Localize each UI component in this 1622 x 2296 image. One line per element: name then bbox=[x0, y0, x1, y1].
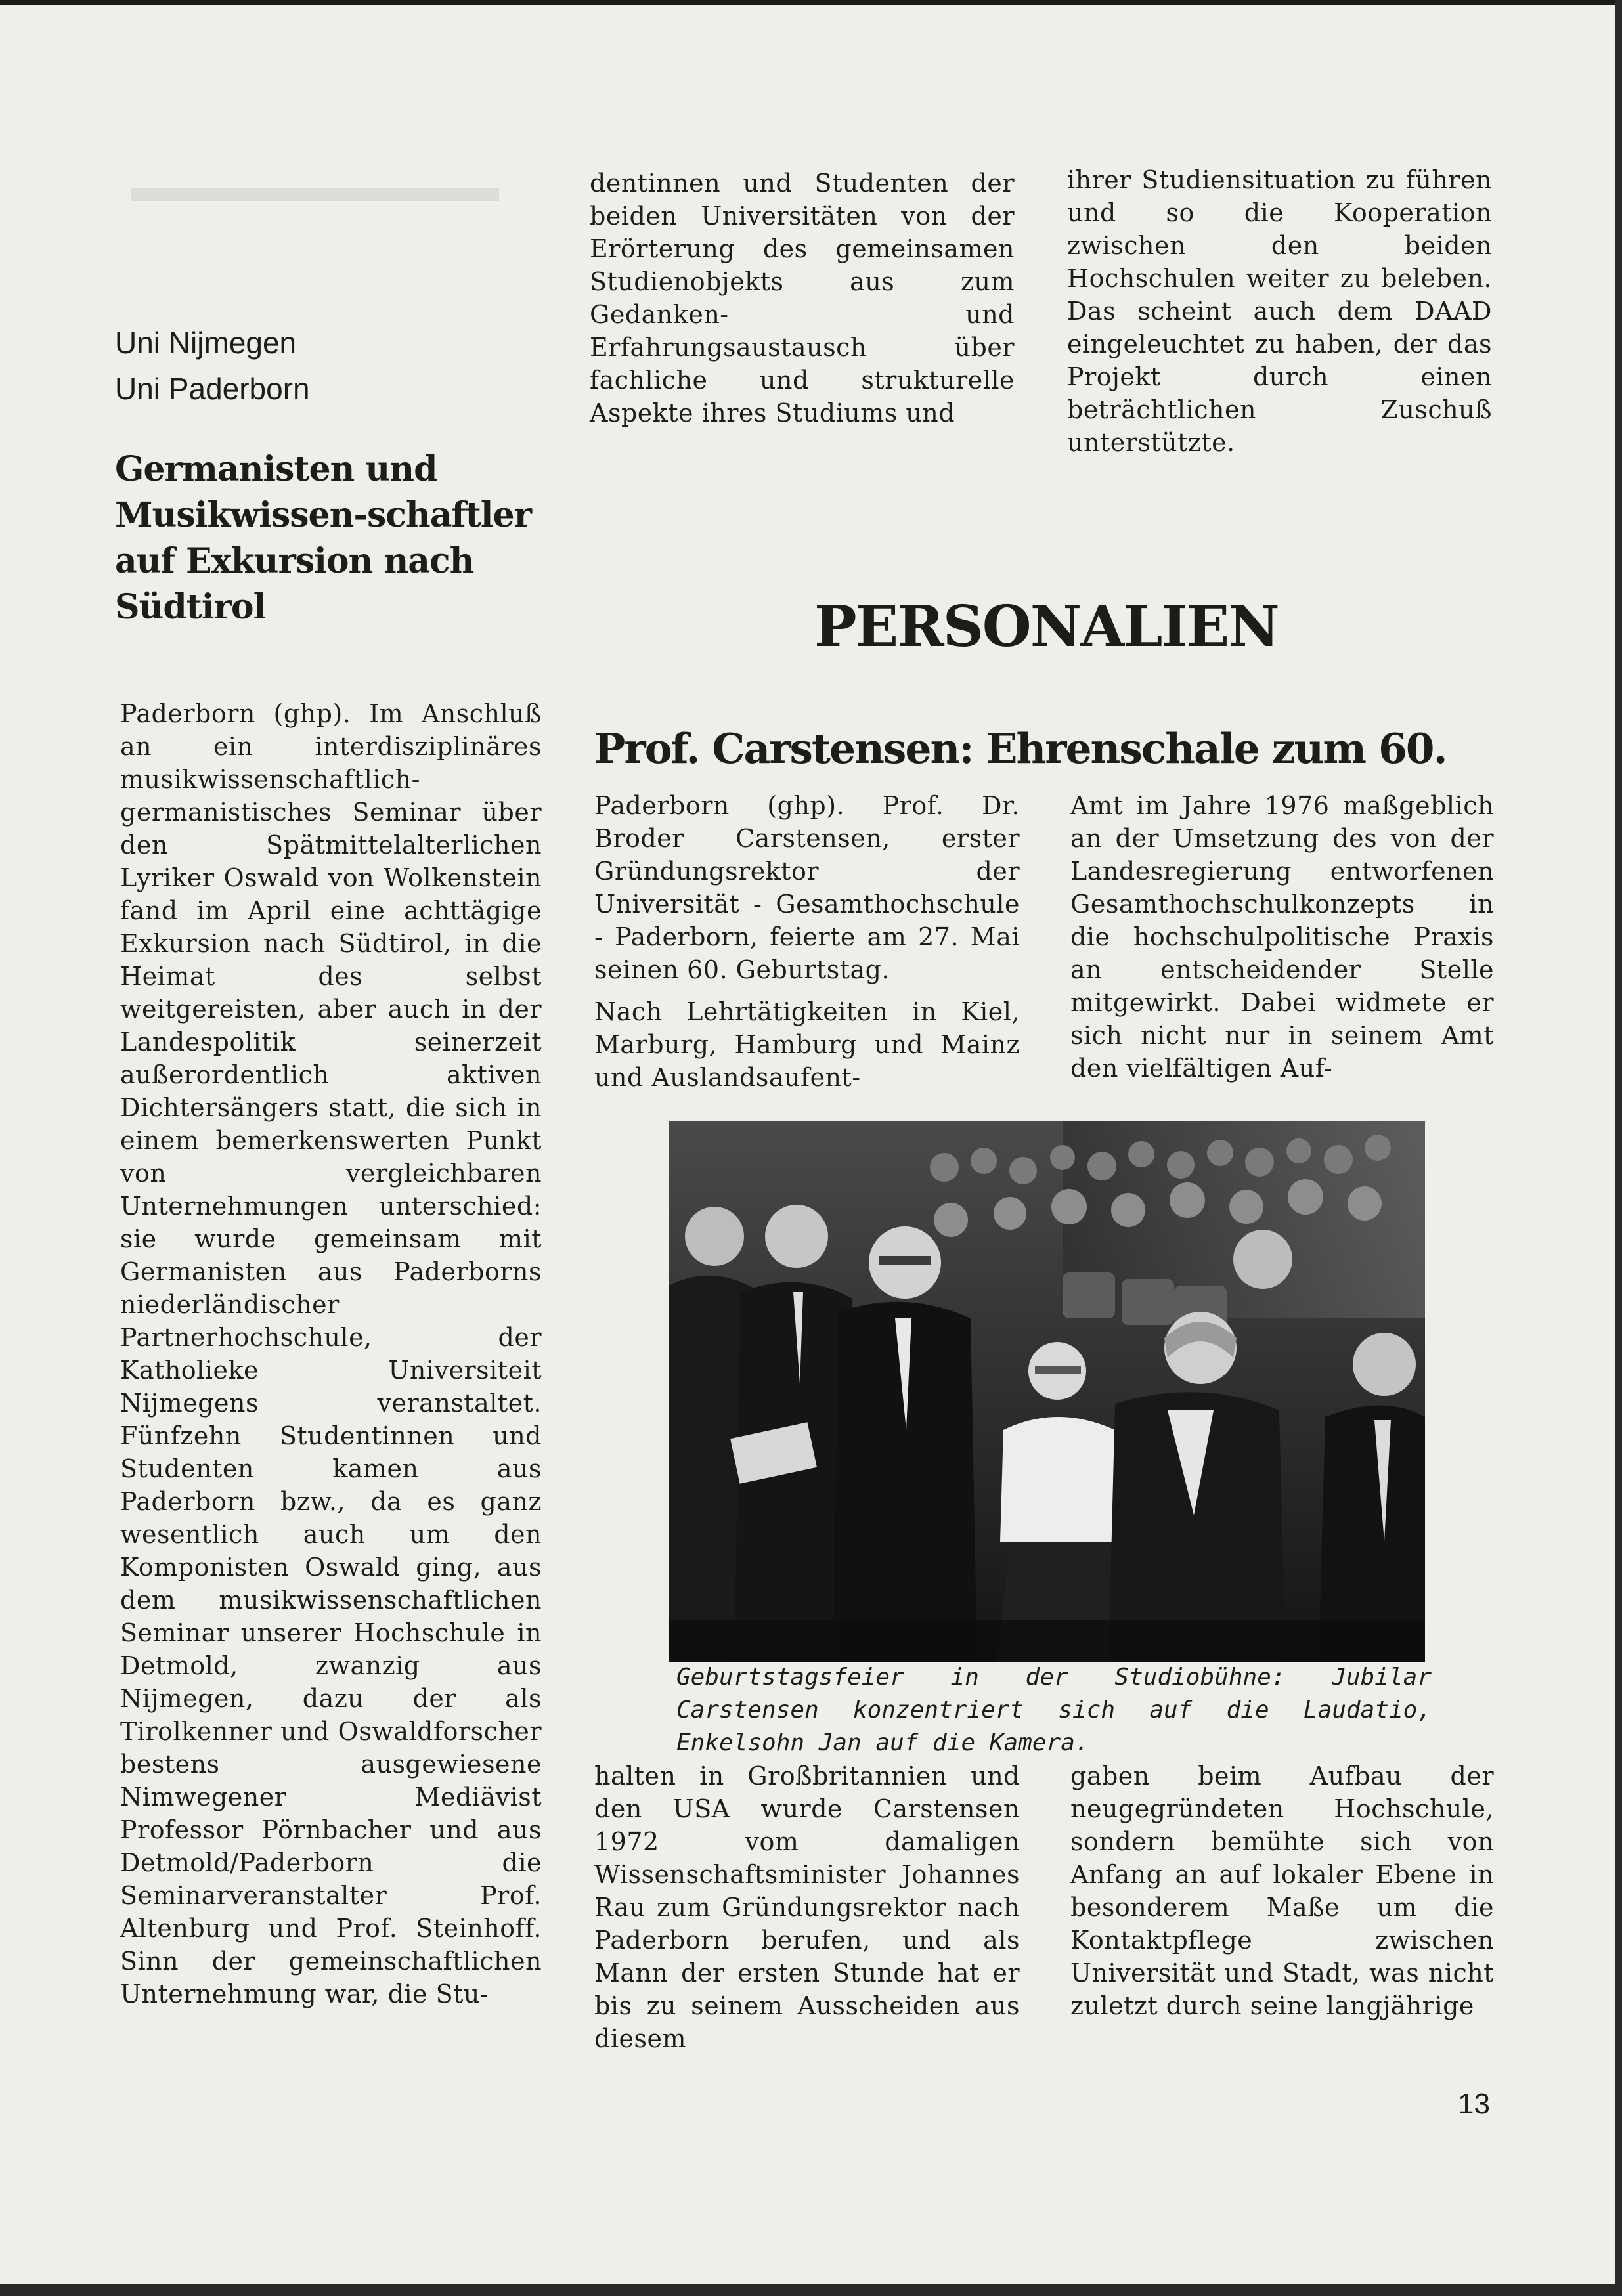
section-title: PERSONALIEN bbox=[814, 594, 1279, 660]
photo-caption: Geburtstagsfeier in der Studiobühne: Jubilar Carstensen konzentriert sich auf die Laudatio, Enkelsohn Jan auf die Kamera. bbox=[676, 1664, 1432, 1756]
article2-col2-text: Amt im Jahre 1976 maßgeblich an der Umsetzung des von der Landesregierung entworfenen Gesamthochschulkonzepts in die hochschulpolitische Praxis an entscheidender Stelle mitgewirkt. Dabei widmete er sich nicht nur in seinem Amt den vielfältigen Auf- bbox=[1070, 791, 1494, 1083]
article2-column-2 bbox=[1070, 789, 1494, 1085]
article2-column-1-continued bbox=[594, 1760, 1020, 2055]
article2-col2-cont: gaben beim Aufbau der neugegründeten Hochschule, sondern bemühte sich von Anfang an auf lokaler Ebene in besonderem Maße um die Kontaktpflege zwischen Universität und Stadt, was nicht zuletzt durch seine langjährige bbox=[1070, 1762, 1494, 2020]
article1-column-2 bbox=[590, 167, 1015, 429]
kicker-line-1: Uni Nijmegen bbox=[115, 326, 297, 360]
show-through-bar bbox=[131, 188, 499, 201]
article1-col1-text: Paderborn (ghp). Im Anschluß an ein interdisziplinäres musikwissenschaftlich-germanistisches Seminar über den Spätmittelalterlichen Lyriker Oswald von Wolkenstein fand im April eine achttägige Exkursion nach Südtirol, in die Heimat des selbst weitgereisten, aber auch in der Landespolitik seinerzeit außerordentlich aktiven Dichtersängers statt, die sich in einem bemerkenswerten Punkt von vergleichbaren Unternehmungen unterschied: sie wurde gemeinsam mit Germanisten aus Paderborns niederländischer Partnerhochschule, der Katholieke Universiteit Nijmegens veranstaltet. Fünfzehn Studentinnen und Studenten kamen aus Paderborn bzw., da es ganz wesentlich auch um den Komponisten Oswald ging, aus dem musikwissenschaftlichen Seminar unserer Hochschule in Detmold, zwanzig aus Nijmegen, dazu der als Tirolkenner und Oswaldforscher bestens ausgewiesene Nimwegener Mediävist Professor Pörnbacher und aus Detmold/Paderborn die Seminarveranstalter Prof. Altenburg und Prof. Steinhoff. Sinn der gemeinschaftlichen Unternehmung war, die Stu- bbox=[120, 699, 542, 2008]
article1-headline: Germanisten und Musikwissen-schaftler auf Exkursion nach Südtirol bbox=[115, 449, 532, 627]
article1-column-1 bbox=[120, 697, 542, 2050]
photo-audience-illustration bbox=[669, 1121, 1425, 1662]
page-number: 13 bbox=[1458, 2088, 1490, 2120]
kicker bbox=[115, 320, 483, 412]
article1-col3-text: ihrer Studiensituation zu führen und so die Kooperation zwischen den beiden Hochschulen weiter zu beleben. Das scheint auch dem DAAD eingeleuchtet zu haben, der das Projekt durch einen beträchtlichen Zuschuß unterstützte. bbox=[1067, 165, 1492, 457]
show-through-texture bbox=[131, 177, 499, 210]
article2-col1-p1: Paderborn (ghp). Prof. Dr. Broder Carstensen, erster Gründungsrektor der Universität - Gesamthochschule - Paderborn, feierte am 27. Mai seinen 60. Geburtstag. bbox=[594, 791, 1020, 984]
scan-edge-right bbox=[1615, 0, 1622, 2296]
article2-col1-p2: Nach Lehrtätigkeiten in Kiel, Marburg, Hamburg und Mainz und Auslandsaufent- bbox=[594, 997, 1020, 1092]
kicker-line-2: Uni Paderborn bbox=[115, 372, 310, 406]
article1-column-3 bbox=[1067, 163, 1492, 459]
article2-col1-cont: halten in Großbritannien und den USA wurde Carstensen 1972 vom damaligen Wissenschaftsminister Johannes Rau zum Gründungsrektor nach Paderborn berufen, und als Mann der ersten Stunde hat er bis zu seinem Ausscheiden aus diesem bbox=[594, 1762, 1020, 2053]
article2-column-1 bbox=[594, 789, 1020, 1094]
article2-headline: Prof. Carstensen: Ehrenschale zum 60. bbox=[594, 724, 1447, 773]
scan-edge-top bbox=[0, 0, 1622, 5]
article2-column-2-continued bbox=[1070, 1760, 1494, 2022]
photo-birthday-celebration bbox=[669, 1121, 1425, 1662]
scan-edge-bottom bbox=[0, 2284, 1622, 2296]
article1-col2-text: dentinnen und Studenten der beiden Universitäten von der Erörterung des gemeinsamen Studienobjekts aus zum Gedanken- und Erfahrungsaustausch über fachliche und strukturelle Aspekte ihres Studiums und bbox=[590, 169, 1015, 427]
